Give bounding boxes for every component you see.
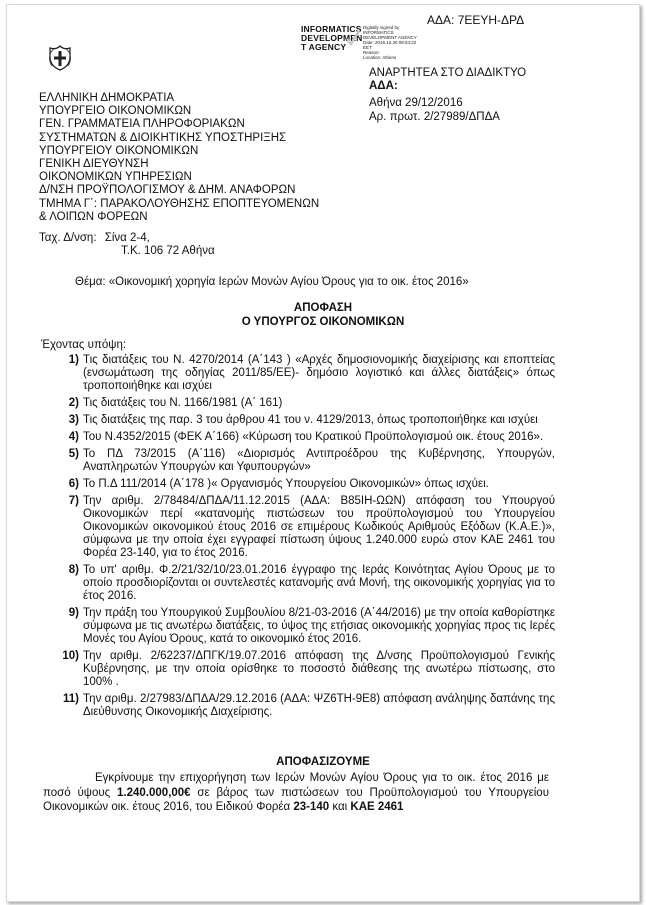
subject-line: Θέμα: «Οικονομική χορηγία Ιερών Μονών Αγίου Όρους για το οικ. έτος 2016» [75,276,469,288]
considering-heading: Έχοντας υπόψη: [41,339,127,351]
ada-code: ΑΔΑ: 7ΕΕΥΗ-ΔΡΔ [427,13,525,27]
signer-name: INFORMATICS DEVELOPMEN T AGENCY [301,24,363,52]
kae-code: ΚΑΕ 2461 [350,801,404,813]
internet-publication-note: ΑΝΑΡΤΗΤΕΑ ΣΤΟ ΔΙΑΔΙΚΤΥΟ [369,67,527,79]
entity-code: 23-140 [293,801,330,813]
list-item: 9) Την πράξη του Υπουργικού Συμβουλίου 8/21-03-2016 (Α΄44/2016) με την οποία καθορίστηκε σύμφωνα με τις ανωτέρω διατάξεις, το ύψος της ετήσιας οικονομικής χορηγίας προς τις Ιερές Μονές του Αγίου Όρους, κατά το οικονομικό έτος 2016. [68,607,555,645]
list-item: 11) Την αριθμ. 2/27983/ΔΠΔΑ/29.12.2016 (ΑΔΑ: ΨΖ6ΤΗ-9Ε8) απόφαση ανάληψης δαπάνης της Διεύθυνσης Οικονομικής Διαχείρισης. [63,693,555,718]
date-and-protocol [369,96,500,124]
decision-heading: ΑΠΟΦΑΣΙΖΟΥΜΕ [276,756,370,768]
document-date: Αθήνα 29/12/2016 [369,97,463,109]
list-item: 2) Τις διατάξεις του Ν. 1166/1981 (Α΄ 161) [68,397,283,409]
document-page [6,4,640,902]
list-item: 4) Του Ν.4352/2015 (ΦΕΚ Α΄166) «Κύρωση του Κρατικού Προϋπολογισμού οικ. έτους 2016». [68,431,544,443]
list-item: 1) Τις διατάξεις του Ν. 4270/2014 (Α΄143 ) «Αρχές δημοσιονομικής διαχείρισης και εποπτείας (ενσωμάτωση της οδηγίας 2011/85/ΕΕ)- δημόσιο λογιστικό και άλλες διατάξεις» όπως τροποποιήθηκε και ισχύει [68,354,555,392]
decision-body: Εγκρίνουμε την επιχορήγηση των Ιερών Μονών Αγίου Όρους για το οικ. έτος 2016 με ποσό ύψους 1.240.000,00€ σε βάρος των πιστώσεων του Προϋπολογισμού του Υπουργείου Οικονομικών οικ. έτους 2016, του Ειδικού Φορέα 23-140 και ΚΑΕ 2461 [43,772,549,813]
digital-signature-details: Digitally signed by INFORMATICS DEVELOPMENT AGENCY Date: 2016.12.30 08:54:22 EET Reason: Location: Athens [363,25,417,60]
grant-amount: 1.240.000,00€ [117,786,191,799]
protocol-number: Αρ. πρωτ. 2/27989/ΔΠΔΑ [369,111,500,123]
list-item: 7) Την αριθμ. 2/78484/ΔΠΔΑ/11.12.2015 (ΑΔΑ: Β85ΙΗ-ΩΩΝ) απόφαση του Υπουργού Οικονομικών περί «κατανομής πιστώσεων του προϋπολογισμού του Υπουργείου Οικονομικών οικονομικού έτους 2016 σε επιμέρους Κωδικούς Αριθμούς Εξόδων (Κ.Α.Ε.)», σύμφωνα με την οποία έχει εγγραφεί πίστωση ύψους 1.240.000 ευρώ στον ΚΑΕ 2461 του Φορέα 23-140, για το έτος 2016. [68,495,555,559]
greek-emblem-icon [45,43,75,73]
list-item: 5) Το ΠΔ 73/2015 (Α΄116) «Διορισμός Αντιπροέδρου της Κυβέρνησης, Υπουργών, Αναπληρωτών Υπουργών και Υφυπουργών» [68,448,555,473]
decision-title: ΑΠΟΦΑΣΗ [293,302,353,314]
minister-title: Ο ΥΠΟΥΡΓΟΣ ΟΙΚΟΝΟΜΙΚΩΝ [241,316,405,328]
address-line: Ταχ. Δ/νση: Σίνα 2-4, [39,232,150,244]
address-city: Τ.Κ. 106 72 Αθήνα [121,245,215,257]
considerations-list [7,354,639,723]
ada-label: ΑΔΑ: [369,80,398,92]
list-item: 6) Το Π.Δ 111/2014 (Α΄178 )« Οργανισμός Υπουργείου Οικονομικών» όπως ισχύει. [68,478,489,490]
list-item: 8) Το υπ' αριθμ. Φ.2/21/32/10/23.01.2016 έγγραφο της Ιεράς Κοινότητας Αγίου Όρους με το οποίο προσδιορίζονται οι συντελεστές κατανομής ανά Μονή, της οικονομικής χορηγίας για το έτος 2016. [68,564,555,602]
signature-check-icon [345,27,361,49]
list-item: 3) Τις διατάξεις της παρ. 3 του άρθρου 41 του ν. 4129/2013, όπως τροποποιήθηκε και ισχύει [68,414,538,426]
list-item: 10) Την αριθμ. 2/62237/ΔΠΓΚ/19.07.2016 απόφαση της Δ/νσης Προϋπολογισμού Γενικής Κυβέρνησης, με την οποία ορίσθηκε το ποσοστό διάθεσης της ανωτέρω πίστωσης, στο 100% . [62,650,555,688]
issuing-authority: ΕΛΛΗΝΙΚΗ ΔΗΜΟΚΡΑΤΙΑ ΥΠΟΥΡΓΕΙΟ ΟΙΚΟΝΟΜΙΚΩΝ ΓΕΝ. ΓΡΑΜΜΑΤΕΙΑ ΠΛΗΡΟΦΟΡΙΑΚΩΝ ΣΥΣΤΗΜΑΤΩΝ & ΔΙΟΙΚΗΤΙΚΗΣ ΥΠΟΣΤΗΡΙΞΗΣ ΥΠΟΥΡΓΕΙΟΥ ΟΙΚΟΝΟΜΙΚΩΝ ΓΕΝΙΚΗ ΔΙΕΥΘΥΝΣΗ ΟΙΚΟΝΟΜΙΚΩΝ ΥΠΗΡΕΣΙΩΝ Δ/ΝΣΗ ΠΡΟΫΠΟΛΟΓΙΣΜΟΥ & ΔΗΜ. ΑΝΑΦΟΡΩΝ ΤΜΗΜΑ Γ΄: ΠΑΡΑΚΟΛΟΥΘΗΣΗΣ ΕΠΟΠΤΕΥΟΜΕΝΩΝ & ΛΟΙΠΩΝ ΦΟΡΕΩΝ [39,92,320,223]
